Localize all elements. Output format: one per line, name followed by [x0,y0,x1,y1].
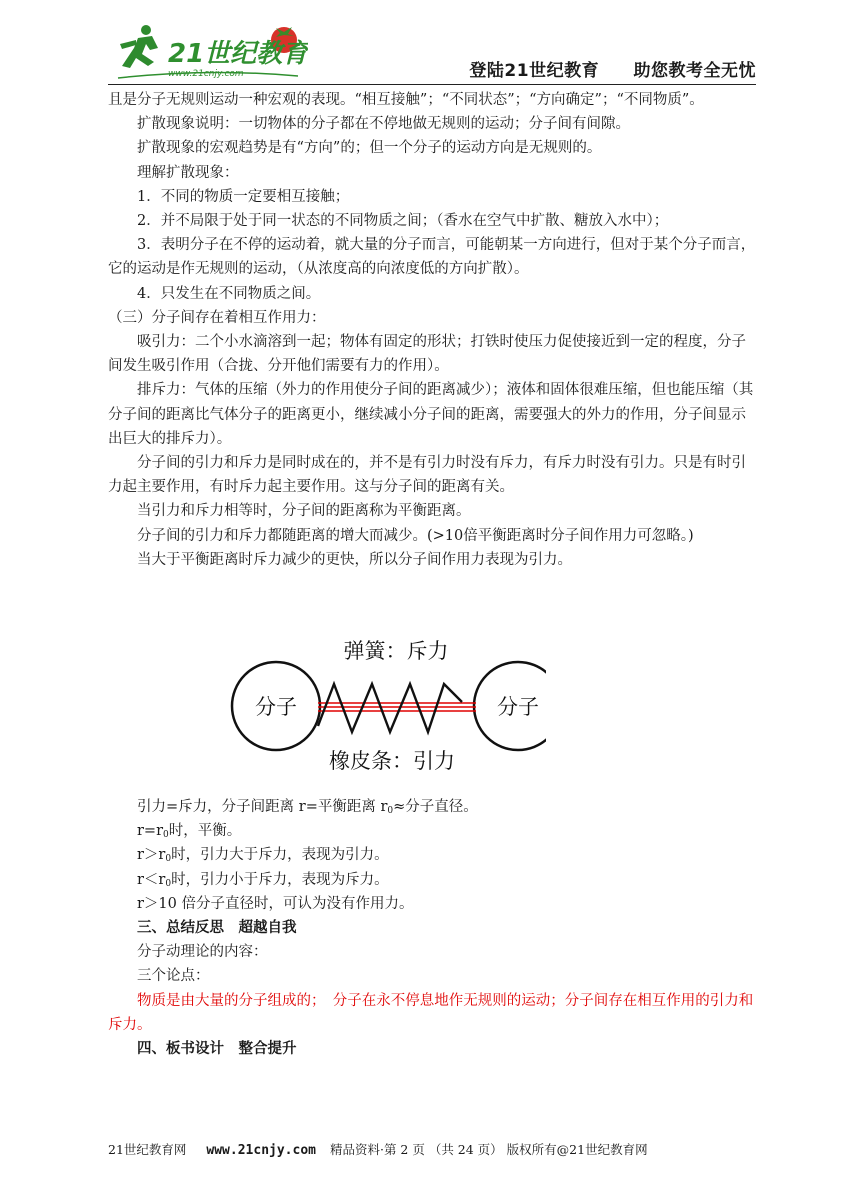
molecule-force-diagram [226,630,546,780]
formula-line: 引力=斥力，分子间距离 r=平衡距离 $r_0\approx$分子直径。 [137,799,478,816]
header-slogan [469,56,756,81]
section-heading: 三、总结反思 超越自我 [137,919,297,937]
list-item: 3．表明分子在不停的运动着，就大量的分子而言，可能朝某一方向进行，但对于某个分子而言，它的运动是作无规则的运动，（从浓度高的向浓度低的方向扩散）。 [108,237,756,278]
conclusion-text [108,795,758,1061]
paragraph: 分子动理论的内容： [137,944,268,961]
paragraph: 理解扩散现象： [137,164,239,181]
footer-left: 21世纪教育网 [108,1142,187,1157]
list-item: 4．只发生在不同物质之间。 [137,285,321,302]
formula-line: r＞10 倍分子直径时，可认为没有作用力。 [137,895,414,912]
rubber-band-label: 橡皮条：引力 [329,749,455,773]
list-item: 2．并不局限于处于同一状态的不同物质之间；（香水在空气中扩散、糖放入水中）； [137,213,669,230]
runner-icon [120,25,158,68]
main-text [108,88,758,572]
paragraph: 且是分子无规则运动一种宏观的表现。“相互接触”；“不同状态”；“方向确定”；“不同物质”。 [108,92,704,108]
footer-site-link[interactable]: www.21cnjy.com [206,1143,316,1158]
paragraph: 吸引力：二个小水滴溶到一起；物体有固定的形状；打铁时使压力促使接近到一定的程度，分子间发生吸引作用（合拢、分开他们需要有力的作用）。 [108,334,746,375]
logo-url: www.21cnjy.com [168,69,244,79]
list-item: 1．不同的物质一定要相互接触； [137,188,350,205]
formula-line: $r>r_0$时，引力大于斥力，表现为引力。 [137,847,389,865]
slogan-right: 助您教考全无忧 [633,61,756,81]
spring [318,684,462,732]
paragraph: 三个论点： [137,968,210,985]
footer-right: 精品资料·第 2 页 （共 24 页） 版权所有@21世纪教育网 [329,1142,648,1157]
section-heading: 四、板书设计 整合提升 [137,1040,297,1058]
formula-line: $r=r_0$时，平衡。 [137,823,242,841]
right-molecule-label: 分子 [497,695,539,719]
paragraph: 扩散现象的宏观趋势是有“方向”的；但一个分子的运动方向是无规则的。 [137,140,602,157]
key-points: 物质是由大量的分子组成的； 分子在永不停息地作无规则的运动；分子间存在相互作用的引力和斥力。 [108,992,754,1033]
paragraph: 分子间的引力和斥力是同时成在的，并不是有引力时没有斥力，有斥力时没有引力。只是有时引力起主要作用，有时斥力起主要作用。这与分子间的距离有关。 [108,455,746,496]
subsection-heading: （三）分子间存在着相互作用力： [108,309,326,326]
logo-title: 21世纪教育 [168,39,308,69]
spring-label: 弹簧：斥力 [343,639,449,663]
paragraph: 当引力和斥力相等时，分子间的距离称为平衡距离。 [137,503,471,520]
paragraph: 当大于平衡距离时斥力减少的更快，所以分子间作用力表现为引力。 [137,551,572,568]
formula-line: $r<r_0$时，引力小于斥力，表现为斥力。 [137,871,389,889]
left-molecule-label: 分子 [255,695,297,719]
page-footer [108,1140,758,1158]
paragraph: 分子间的引力和斥力都随距离的增大而减少。(>10倍平衡距离时分子间作用力可忽略。) [137,527,694,544]
site-logo [108,18,308,84]
page-header [108,18,756,84]
paragraph: 排斥力：气体的压缩（外力的作用使分子间的距离减少）；液体和固体很难压缩，但也能压缩（其分子间的距离比气体分子的距离更小，继续减小分子间的距离，需要强大的外力的作用，分子间显示出巨大的排斥力）。 [108,382,754,447]
paragraph: 扩散现象说明：一切物体的分子都在不停地做无规则的运动；分子间有间隙。 [137,116,630,133]
header-divider [108,84,756,85]
slogan-left: 登陆21世纪教育 [469,61,600,81]
